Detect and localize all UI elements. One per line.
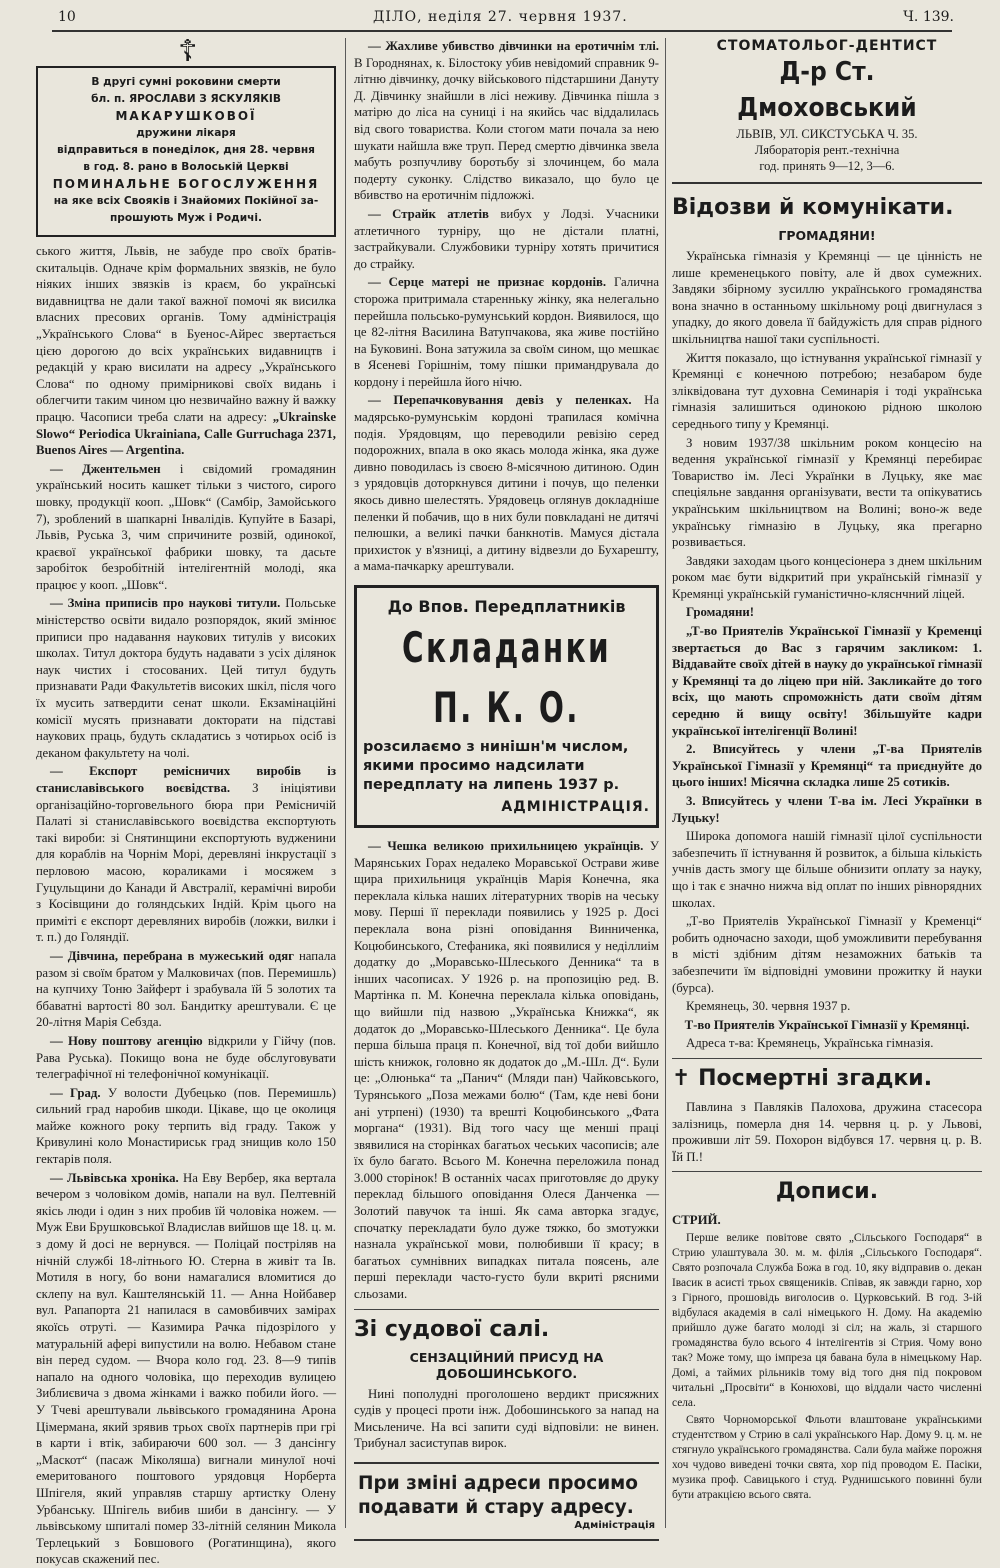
obit-line: відправиться в понеділок, дня 28. червня [57,144,315,156]
article-text: Життя показало, що істнування української гімназії у Кремянці є конечною потребою; незабаром буде зліквідована тут духовна Семинарія і тоді українська гімназія залишиться одинокою рідною школою середнього типу у Кремянці. [672,350,982,431]
article-heading: — Львівська хроніка. [50,1170,179,1185]
section-title: Відозви й комунікати. [672,195,954,220]
article-text: Перше велике повітове свято „Сільського Господаря“ в Стрию улаштувала 30. м. м. філія „Сільського Господаря“. Свято розпочала Служба Божа в год. 10, яку відправив о. декан Івасик в асисті трьох священиків. Співав, як завжди гарно, хор з Гірного, прошовідь виголосив о. Цурковський. В год. 3-ій відбулася академія в салі німецького Н. Дому. На академію прийшло дуже багато молоді зі сіл; на жаль, зі старшого громадянства було всього 4 інтелігентів зі Стрия. Чому воно так? Може тому, що імпреза ця бавана була в німецькому Нар. Домі, а таймих рільників тому від того дня під покровом читальні „Просвіти“ в Конюхові, що віддали часто численні села. [672,1231,982,1409]
address-line: Адреса т-ва: Кремянець, Українська гімназія. [686,1036,934,1051]
article: — Страйк атлетів вибух у Лодзі. Учасники атлетичного турніру, що не дістали платні, застрайкували. Службовики турніру хотять причитися до страйку. [354,206,660,271]
section-rule [672,1171,982,1172]
page-number: 10 [58,9,76,25]
article-text: 2. Вписуйтесь у члени „Т-ва Приятелів Української Гімназії у Кремянці“ та приєднуйте до цього інших! Місячна складка лише 25 сотиків. [672,742,982,790]
section-subtitle: СЕНЗАЦІЙНИЙ ПРИСУД НА ДОБОШИНСЬКОГО. [409,1349,604,1381]
article: — Серце матері не признає кордонів. Галична сторожа притримала старенньку жінку, яка нелегально перейшла польсько-румунський кордон. Виявилося, що це 82-літня Василина Ватупчакова, яка живе постійно на Буковині. Вона затужила за своїм сином, що мешкає в Ясеневі Горішнім, тому пішки примандрувала до кордону і перейшла його нічю. [354,275,660,389]
article-heading: — Перепачковування девіз у пеленках. [368,393,632,408]
obit-line: в год. 8. рано в Волоській Церкві [83,161,289,173]
article-text: Завдяки заходам цього концесіонера з днем шкільним роком має бути відкритий при українській гімназії у Кремянці українській гуманістично-кляснчний ліцей. [672,553,982,601]
article-text: Свято Чорноморської Фльоти влаштоване українськими студентством у Стрию в салі українського Нар. Дому 9. ц. м. не стягнуло українського громадянства. Сали була майже порожня хоч чудово виведені точки свята, хор під проводом Е. Пасіки, музика проф. Савицького і студ. Руднишського повинні були бути атракцією всього свята. [672,1413,982,1501]
notice-signature: Адміністрація [574,1520,655,1531]
dentist-advert [672,38,982,184]
obit-name: МАКАРУШКОВОЇ [115,109,257,123]
advert-hours: год. принять 9—12, 3—6. [759,159,895,173]
column-3 [672,38,982,1528]
article-text: 3. Вписуйтесь у члени Т-ва ім. Лесі Українки в Луцьку! [672,794,982,825]
column-2 [354,38,660,1531]
advert-title: Д-р Ст. Дмоховський [737,57,917,123]
dateline: СТРИЙ. [672,1213,721,1228]
section-title: Дописи. [775,1179,879,1205]
article-heading: — Експорт ремісничих виробів із станиславівського воєвідства. [36,764,336,795]
running-header [58,6,954,28]
article-heading: — Серце матері не признає кордонів. [368,275,607,290]
issue-number: Ч. 139. [903,9,954,25]
obit-service: ПОМИНАЛЬНЕ БОГОСЛУЖЕННЯ [52,177,320,191]
orthodox-cross-icon: ☦ [178,34,198,69]
obit-line: бл. п. ЯРОСЛАВИ З ЯСКУЛЯКІВ [91,93,281,105]
article-text: З новим 1937/38 шкільним роком концесію на ведення української гімназії у Кремянці перебирає Товариство ім. Лесі Українки в Луцьку, яке має спеціяльне завдання організувати, вести та опікуватись українським шкільництвом на Волині; воно-ж веде українську гімназію в Луцьку, яка прегарно розвивається. [672,435,982,550]
article: — Нову поштову агенцію відкрили у Гійчу (пов. Рава Руська). Покищо вона не буде обслуговувати телеграфічної ні телефонічної комунікації. [36,1033,336,1082]
column-divider [665,38,666,1528]
article-text: Широка допомога нашій гімназії цілої суспільности забезпечить її істнування й розвиток, а більша кількість учнів дасть змогу ще більше обнизити оплату за науку, що і так є значно нижча від оплат по інших рівнорядних школах. [672,829,982,910]
article-heading: — Чешка великою прихильницею українців. [368,839,644,853]
obit-line: на яке всіх Свояків і Знайомих Покійної за- [53,195,319,207]
advert-heading: СТОМАТОЛЬОГ-ДЕНТИСТ [716,38,938,54]
article-heading: — Зміна приписів про наукові титули. [50,596,281,611]
article-heading: — Дівчина, перебрана в мужеський одяг [50,948,294,963]
article-heading: — Нову поштову агенцію [50,1033,203,1048]
article: — Перепачковування девіз у пеленках. На мадярсько-румунськім кордоні трапилася комічна подія. Урядовцям, що переводили ревізію серед подорожних, впала в око якась молода жінка, яка дуже дивно поводилась із своєю 8-місячною дитиною. Один з урядовців доторкнувся дитини і почув, що пеленки якось дивно шелестять. Урядовець оглянув докладніше пеленки й побачив, що в них були повкладані не дитячі пелюшки, а великі пачки банкнотів. Мамуся дістала прихисток у в'язниці, а дитину відвезли до Бухарешту, а мама-пачкарку арештували. [354,393,659,574]
article: — Зміна приписів про наукові титули. Польське міністерство освіти видало розпорядок, який змінює приписи про надавання наукових титулів у високих школах. Титул доктора будуть надавати з усіх ділянок наук чистих і стосованих. Цей титул будуть признавати Ради Факультетів високих шкіл, після чого їх мусить затвердити сенат школи. Екзамінаційні комісії мусять признавати докторати на підставі наукових праць, будуть складатись з чотирьох осіб із деканом факультету на чолі. [36,596,336,760]
address-change-notice [354,1462,659,1541]
article-text: „Т-во Приятелів Української Гімназії у Кременці звертається до Вас з гарячим закликом: 1. Віддавайте своїх дітей в науку до української гімназії у Кремянці та до ліцею при ній. Закликайте до того всіх, що мають спроможність дати своїм дітям середню й вищу освіту! Збільшуйте кадри української інтелігенції Волині! [672,624,982,738]
header-rule [52,30,952,32]
advert-line: Лябораторія рент.-технічна [754,143,900,157]
signature: Т-во Приятелів Української Гімназії у Кремянці. [684,1017,970,1032]
article-text: ського життя, Львів, не забуде про своїх братів-скитальців. Одначе крім формальних звязків, не було ніяких інших звязків із краєм, бо українські видавництва не дали такої важної помочі як висилка власних пресових органів. Тому адміністрація „Українського Слова“ в Буенос-Айрес звертається цією дорогою до всіх українських видавництв і редакцій у краю висилати на адресу „Українського Слова“ по одному примірникові своїх видань і облегчити таким чином цю незвичайно важну й важку працю. Часописи треба слати на адресу: „Ukrainske Slowo“ Periodica Ukrainiana, Calle Gurruchaga 2371, Buenos Aires — Argentina. [36,244,337,458]
article: — Жахливе убивство дівчинки на еротичнім тлі. В Городнянах, к. Білостоку убив невідомий справник 9-літню дівчинку, дочку військового підстаршини Дануту Д. Дівчинку знайшли в лісі неживу. Дівчинка пішла з матірю до ліса на суниці і на якийсь час віддалилась від свого товариства. Коли стогом мати почала за нею шукати найшла вже труп. Перед смертю дівчинка звела мабуть розпучливу боротьбу зі злочинцем, бо мала подерту суконку. Слідство виказало, що було це вбивство на еротичнім підложжі. [354,39,659,203]
article-text: „Т-во Приятелів Української Гімназії у Кременці“ робить одночасно заходи, щоб уможливити перебування в місті здібним дітям незаможних батьків та забезпечити їм відповідні умовини прожитку й науки (бурса). [672,914,982,995]
article-heading: — Град. [50,1085,101,1100]
column-1 [36,34,337,1567]
advert-signature: АДМІНІСТРАЦІЯ. [501,799,650,815]
obit-line: В другі сумні роковини смерти [91,76,281,88]
article: — Експорт ремісничих виробів із станиславівського воєвідства. З ініціятиви організаційно-торговельного бюра при Ремісничій Палаті зі станиславівського воєвідства експортують такі вироби: зі Снятинщини експортують вудженини для кораблів на Чорнім Морі, деревляні інкрустації з перловою масою, кораликами і мосяжем з Гуцульщини до Канади й Австралії, керамічні вироби з Косівщини до голяндських Індій. Крім цього на приміті є експорт деревляних виробів (ложки, вилки і т. п.) до Голяндії. [36,764,336,945]
obituary-box [36,34,336,237]
dateline: Кремянець, 30. червня 1937 р. [686,999,851,1014]
article: — Джентельмен і свідомий громадянин український носить кашкет тільки з чистого, сирого шовку, продукції кооп. „Шовк“ (Самбір, Замойського 7), зроблений в шапкарні Інвалідів. Купуйте в Базарі, Львів, Руська 3, чим спричините розвій, одинокої, краєвої української фабрики шовку, та дасьте заробіток безробітній інтелігентній молоді, яка працює у кооп. „Шовк“. [36,461,336,592]
column-divider [345,38,346,1528]
section-subtitle: ГРОМАДЯНИ! [778,228,876,243]
address: „Ukrainske Slowo“ Periodica Ukrainiana, Calle Gurruchaga 2371, Buenos Aires — Argentina. [36,409,337,458]
advert-body: розсилаємо з нинішн'м числом, якими просимо надсилати передплату на липень 1937 р. [363,739,629,793]
subscribers-advert [354,585,659,828]
advert-title: Складанки П. К. О. [402,623,611,732]
article-text: Українська гімназія у Кремянці — це цінність не лише кременецького повіту, але й двох сумежних. Завдяки збірному зусиллю українського громадянства вона значно в останньому шкільному році двигнулася з упадку, до якого довела її байдужість для справ рідного шкільництва нашої таки суспільності. [672,249,982,346]
article: — Чешка великою прихильницею українців. У Марянських Горах недалеко Моравської Острави живе щира прихильниця українців Марія Конечна, яка переклала кілька наших літературних творів на чеську мову. Перші її переклади появились у 1925 р. Досі переклала вона різні оповідання Винниченка, Коцюбинського, Стефаника, які появилися у неділлиім додатку до „Моравсько-Шлеського Денника“ та в інших часописах. У 1926 р. на пропозицію ред. В. Мартінка п. М. Конечна переклала кілька оповідань, що вийшли під назвою „Українська Книжка“, як додаток до „Моравсько-Шлеського Денника“. Це була перша більша праця п. Конечної, від тої доби вийшло шість книжок, головно як додаток до „М.-Шл. Д“. Були це: „Олюнька“ та „Панич“ (Мляди пан) Чайковського, Турянського „Поза межами болю“ (Там, кде неві бони ані утрпені) (1930) та врешті Коцюбинського „Фата моргана“ (1931). Від того часу ще менші праці звявилися на сторінках багатьох чеських часописів; але їх було багато. Всього М. Конечна переложила понад 3.000 сторінок! В останніх часах приготовляє до друку переклад більшого оповідання Олеся Данченка — Золотий павучок та інші. Як сама авторка згадує, спочатку перекладати було дуже тяжко, бо змотужки назнала української мови, полюбивши її красу; в багатьох сумнівних випадках питала поясень, але перші переклади часто-густо були вкриті рясними сльозами. [354,839,659,1302]
section-title: ✝ Посмертні згадки. [672,1065,933,1091]
obit-line: дружини лікаря [136,127,236,139]
masthead: ДІЛО, неділя 27. червня 1937. [373,9,628,25]
advert-address: ЛЬВІВ, УЛ. СИКСТУСЬКА Ч. 35. [736,127,918,141]
section-rule [672,1058,982,1059]
article-heading: — Жахливе убивство дівчинки на еротичнім тлі. [368,39,659,53]
article-heading: — Страйк атлетів [368,206,489,221]
article: — Дівчина, перебрана в мужеський одяг напала разом зі своїм братом у Малковичах (пов. Перемишль) на купчиху Тоню Зайферт і зрабувала їй 5 золотих та ббаватні вартості 80 зол. Бандитку арештували. Є це 20-літня Марія Себзда. [36,948,337,1030]
section-rule [354,1309,659,1310]
article-text: Павлина з Павляків Палохова, дружина стасесора залізниць, померла дня 14. червня ц. р. у Львові, проживши літ 59. Похорон відбувся 17. червня ц. р. В. Їй П.! [672,1099,982,1164]
article: — Львівська хроніка. На Еву Вербер, яка вертала вечером з чоловіком домів, напали на вул. Пелтевній якісь люди і один з них пробив їй чоловіка ножем. — Муж Еви Брушковської Владислав вийшов ще 18. ц. м. з дому й досі не вернувся. — Поліцай постріляв на нічній службі 18-літнього Ю. Стерна в живіт та Ів. Мотиля в ногу, бо вони намагалися вломитися до склепу на вул. Каштелянській 11. — Анна Нойбавер вул. Рапапорта 21 напилася в самовбивчих замірах якоїсь отруті. — Казимира Рачка підозрілого у матуральній афері випустили на волю. Небавом стане він перед судом. — Вчора коло год. 23. 8—9 типів напало на одного чоловіка, що переходив вулицею Зиблиєвича з двома жінками і важко побили його. — У Тчеві арештували львівського громадянина Арона Цімермана, який зрявив трьох своїх партнерів при грі в карти і втік, забираючи 600 зол. — З дансінгу „Маскот“ (пасаж Міколяша) вигнали минулої ночі емеритованого поштового урядовця Норберта Шпігеля, який управляв старшу артистку Олену Урбанську. Шпігель вибив шиби в дансінгу. — У львівському шпиталі помер 33-літній селянин Микола Терлецький з Бовшового (Рогатинщина), якого покусав скажений пес. [36,1170,336,1567]
notice-text: При зміні адреси просимо подавати й стару адресу. [358,1473,638,1518]
article-text: Громадяни! [686,605,755,620]
obit-line: прошують Муж і Родичі. [109,212,263,224]
section-title: Зі судової салі. [354,1316,550,1342]
advert-heading: До Впов. Передплатників [387,597,626,616]
article-heading: — Джентельмен [50,461,161,476]
article: — Град. У волости Дубецько (пов. Перемишль) сильний град наробив шкоди. Цікаве, що це околиця майже кожного року терпить від граду. Також у Кривулині коло Монастириськ град знищив коло 150 гектарів поля. [36,1085,336,1167]
article-text: Нині пополудні проголошено вердикт присяжних судів у процесі проти інж. Добошинського за напад на Мисьлениче. На всі запити суді відповіли: не винен. Трибунал засиступав вирок. [354,1386,659,1451]
